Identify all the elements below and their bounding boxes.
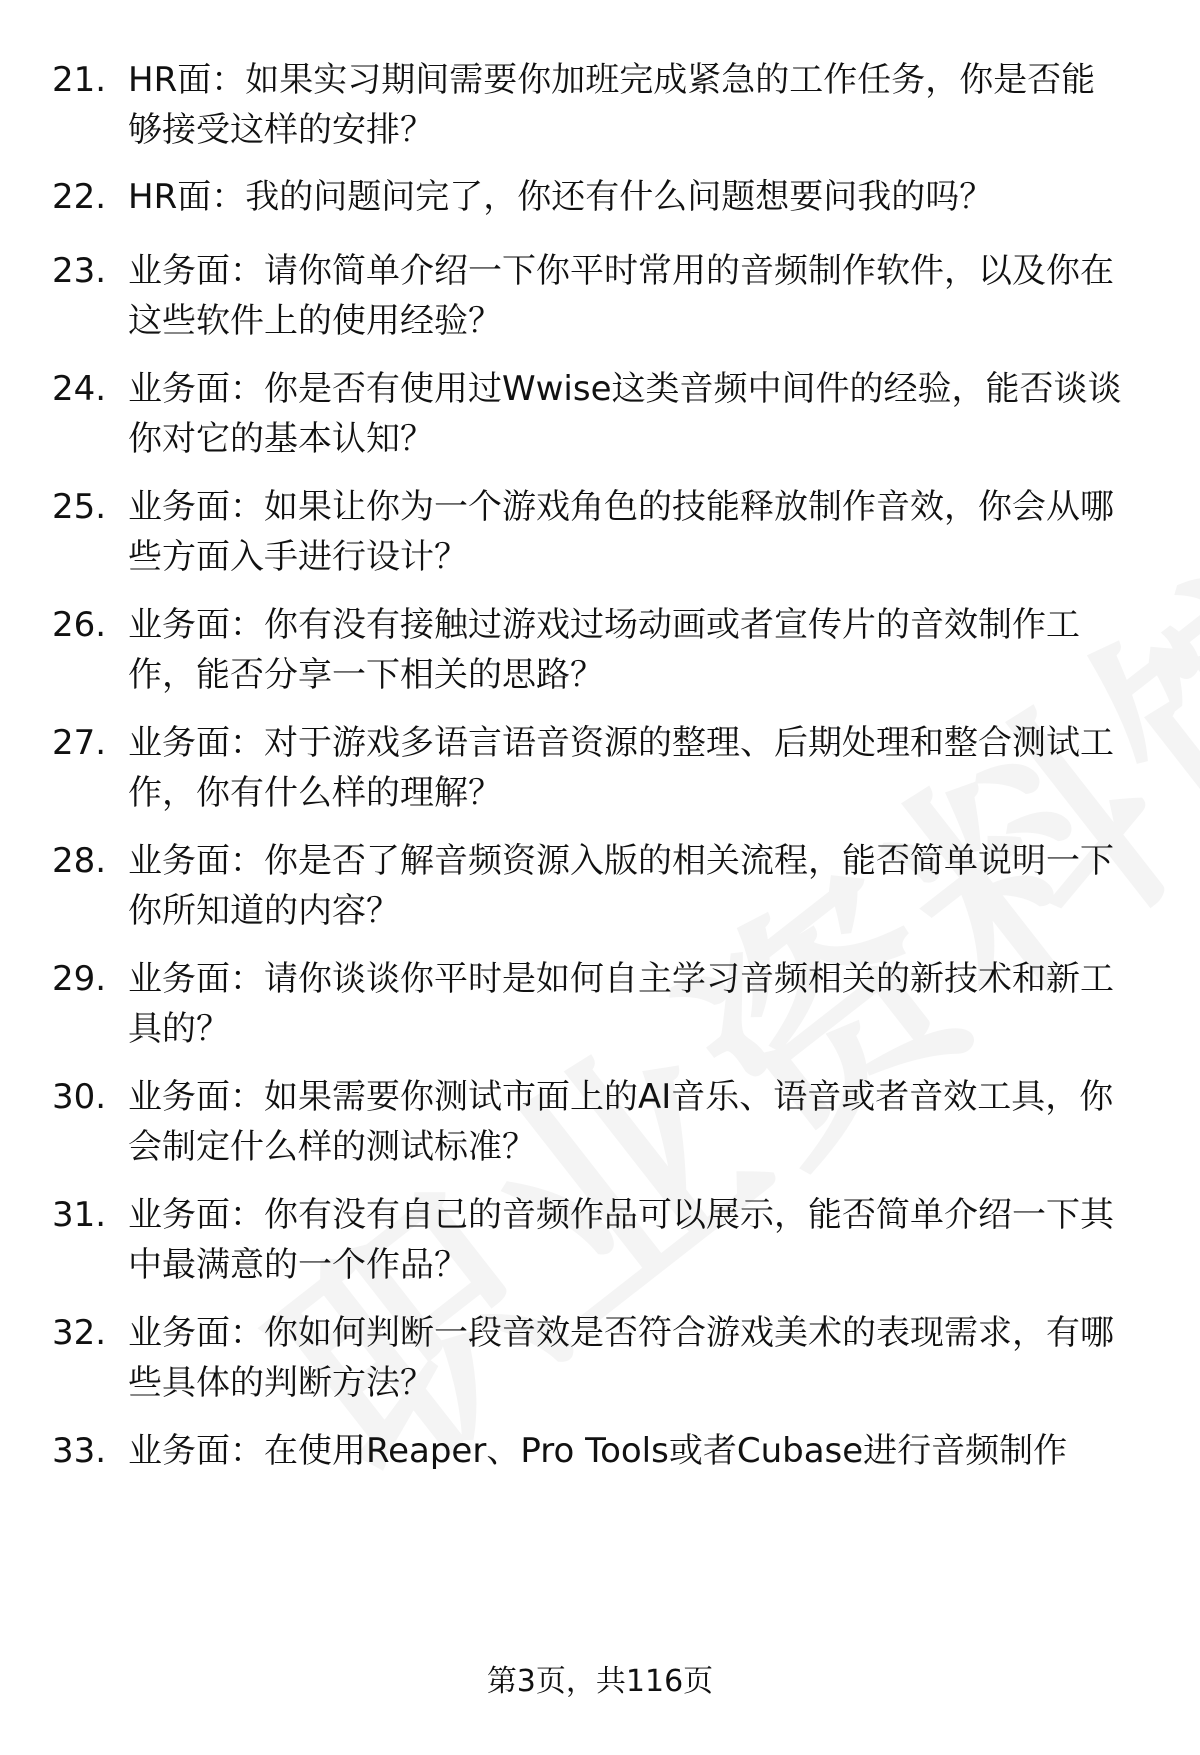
question-number: 25. xyxy=(52,487,107,527)
question-item xyxy=(52,1308,1160,1418)
question-text: 业务面：如果让你为一个游戏角色的技能释放制作音效，你会从哪些方面入手进行设计？ xyxy=(128,487,1114,577)
question-item xyxy=(52,836,1160,946)
question-item xyxy=(52,482,1160,592)
question-text: 业务面：对于游戏多语言语音资源的整理、后期处理和整合测试工作，你有什么样的理解？ xyxy=(128,723,1114,813)
question-item xyxy=(52,364,1160,474)
question-number: 22. xyxy=(52,177,107,217)
question-item xyxy=(52,600,1160,710)
question-text: 业务面：请你简单介绍一下你平时常用的音频制作软件，以及你在这些软件上的使用经验？ xyxy=(128,251,1114,341)
question-item xyxy=(52,246,1160,356)
question-text: 业务面：你如何判断一段音效是否符合游戏美术的表现需求，有哪些具体的判断方法？ xyxy=(128,1313,1114,1403)
question-text: HR面：如果实习期间需要你加班完成紧急的工作任务，你是否能够接受这样的安排？ xyxy=(128,60,1096,150)
question-item xyxy=(52,55,1160,165)
question-number: 21. xyxy=(52,60,107,100)
question-number: 33. xyxy=(52,1431,107,1471)
question-text: HR面：我的问题问完了，你还有什么问题想要问我的吗？ xyxy=(128,177,994,217)
question-number: 29. xyxy=(52,959,107,999)
question-number: 27. xyxy=(52,723,107,763)
question-text: 业务面：你是否有使用过Wwise这类音频中间件的经验，能否谈谈你对它的基本认知？ xyxy=(128,369,1122,459)
question-text: 业务面：你有没有自己的音频作品可以展示，能否简单介绍一下其中最满意的一个作品？ xyxy=(128,1195,1114,1285)
question-number: 24. xyxy=(52,369,107,409)
question-item xyxy=(52,1426,1160,1536)
question-number: 30. xyxy=(52,1077,107,1117)
question-number: 23. xyxy=(52,251,107,291)
question-number: 31. xyxy=(52,1195,107,1235)
question-number: 32. xyxy=(52,1313,107,1353)
question-text: 业务面：如果需要你测试市面上的AI音乐、语音或者音效工具，你会制定什么样的测试标准？ xyxy=(128,1077,1114,1167)
question-item xyxy=(52,1072,1160,1182)
page-number: 第3页，共116页 xyxy=(486,1664,714,1699)
question-number: 28. xyxy=(52,841,107,881)
question-text: 业务面：你有没有接触过游戏过场动画或者宣传片的音效制作工作，能否分享一下相关的思路？ xyxy=(128,605,1080,695)
question-number: 26. xyxy=(52,605,107,645)
question-text: 业务面：请你谈谈你平时是如何自主学习音频相关的新技术和新工具的？ xyxy=(128,959,1114,1049)
question-text: 业务面：在使用Reaper、Pro Tools或者Cubase进行音频制作 xyxy=(128,1431,1068,1471)
question-text: 业务面：你是否了解音频资源入版的相关流程，能否简单说明一下你所知道的内容？ xyxy=(128,841,1114,931)
question-item xyxy=(52,718,1160,828)
question-item xyxy=(52,954,1160,1064)
question-item xyxy=(52,1190,1160,1300)
